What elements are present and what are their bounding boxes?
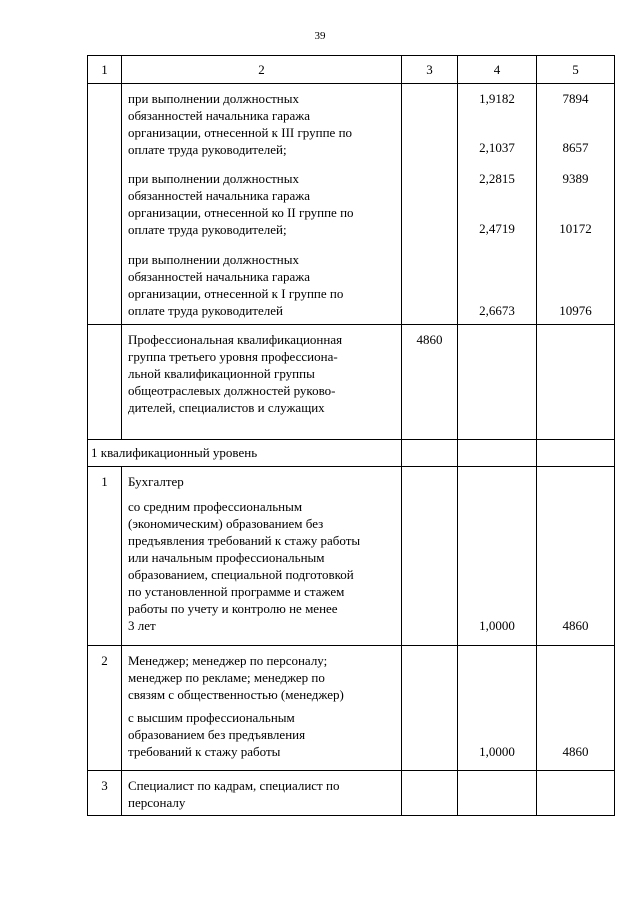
garage-head-group-i: при выполнении должностных обязанностей начальника гаража организации, отнесенной к I группе по оплате труда руководителей (128, 252, 344, 318)
cell-salary (537, 440, 615, 467)
cell-num (88, 771, 122, 816)
salary-group-ii-top: 9389 (562, 171, 589, 186)
salary-table (87, 55, 615, 816)
cell-base-salary (402, 467, 458, 646)
requirements-manager: с высшим профессиональным образованием без предъявления требований к стажу работы (128, 710, 306, 759)
salary-manager: 4860 (562, 744, 589, 759)
row-number: 1 (101, 474, 108, 489)
group-base-salary: 4860 (416, 332, 443, 347)
coef-group-iii-bottom: 2,1037 (479, 140, 515, 155)
cell-salary (537, 84, 615, 325)
requirements-accountant: со средним профессиональным (экономическим) образованием без предъявления требований к стажу работы или начальным профессиональным образованием, специальной подготовкой по установленной программе и стажем работы по учету и контролю не менее 3 лет (128, 499, 361, 633)
position-title-accountant: Бухгалтер (128, 474, 184, 489)
cell-salary (537, 325, 615, 440)
coef-accountant: 1,0000 (479, 618, 515, 633)
cell-description (122, 646, 402, 771)
cell-coefficient (458, 84, 537, 325)
page-number: 39 (314, 30, 326, 42)
cell-description (122, 771, 402, 816)
cell-base-salary (402, 325, 458, 440)
header-col-5: 5 (537, 56, 615, 84)
header-col-1: 1 (88, 56, 122, 84)
cell-description (122, 325, 402, 440)
qualification-level-label: 1 квалификационный уровень (91, 445, 258, 460)
cell-base-salary (402, 646, 458, 771)
cell-description (122, 467, 402, 646)
salary-group-i-bottom: 10976 (559, 303, 592, 318)
coef-group-ii-top: 2,2815 (479, 171, 515, 186)
garage-head-group-iii: при выполнении должностных обязанностей начальника гаража организации, отнесенной к III группе по оплате труда руководителей; (128, 91, 353, 157)
row-number: 3 (101, 778, 108, 793)
qualification-group-title: Профессиональная квалификационная группа третьего уровня профессиона- льной квалификационной группы общеотраслевых должностей руково- дителей, специалистов и служащих (128, 332, 343, 415)
table-row-qualification-level (88, 440, 615, 467)
table-header-row (88, 56, 615, 84)
cell-base-salary (402, 771, 458, 816)
coef-group-iii-top: 1,9182 (479, 91, 515, 106)
cell-num (88, 325, 122, 440)
salary-group-iii-top: 7894 (562, 91, 589, 106)
salary-group-ii-bottom: 10172 (559, 221, 592, 236)
header-col-3: 3 (402, 56, 458, 84)
table-row-accountant (88, 467, 615, 646)
cell-num (88, 84, 122, 325)
table-row-hr-specialist (88, 771, 615, 816)
cell-coefficient (458, 646, 537, 771)
position-title-manager: Менеджер; менеджер по персоналу; менеджер по рекламе; менеджер по связям с общественностью (менеджер) (128, 653, 344, 702)
coef-manager: 1,0000 (479, 744, 515, 759)
coef-group-i-bottom: 2,6673 (479, 303, 515, 318)
cell-coefficient (458, 325, 537, 440)
cell-description (122, 84, 402, 325)
table-row-qualification-group (88, 325, 615, 440)
salary-accountant: 4860 (562, 618, 589, 633)
cell-salary (537, 467, 615, 646)
cell-num (88, 467, 122, 646)
table-row-manager (88, 646, 615, 771)
header-col-2: 2 (122, 56, 402, 84)
table-row-garage-heads (88, 84, 615, 325)
row-number: 2 (101, 653, 108, 668)
salary-group-iii-bottom: 8657 (562, 140, 589, 155)
cell-level-label (88, 440, 402, 467)
coef-group-ii-bottom: 2,4719 (479, 221, 515, 236)
cell-coefficient (458, 771, 537, 816)
cell-coefficient (458, 440, 537, 467)
cell-base-salary (402, 440, 458, 467)
garage-head-group-ii: при выполнении должностных обязанностей начальника гаража организации, отнесенной ко II группе по оплате труда руководителей; (128, 171, 354, 237)
cell-num (88, 646, 122, 771)
cell-salary (537, 646, 615, 771)
cell-base-salary (402, 84, 458, 325)
header-col-4: 4 (458, 56, 537, 84)
position-title-hr-specialist: Специалист по кадрам, специалист по персоналу (128, 778, 340, 810)
cell-salary (537, 771, 615, 816)
cell-coefficient (458, 467, 537, 646)
